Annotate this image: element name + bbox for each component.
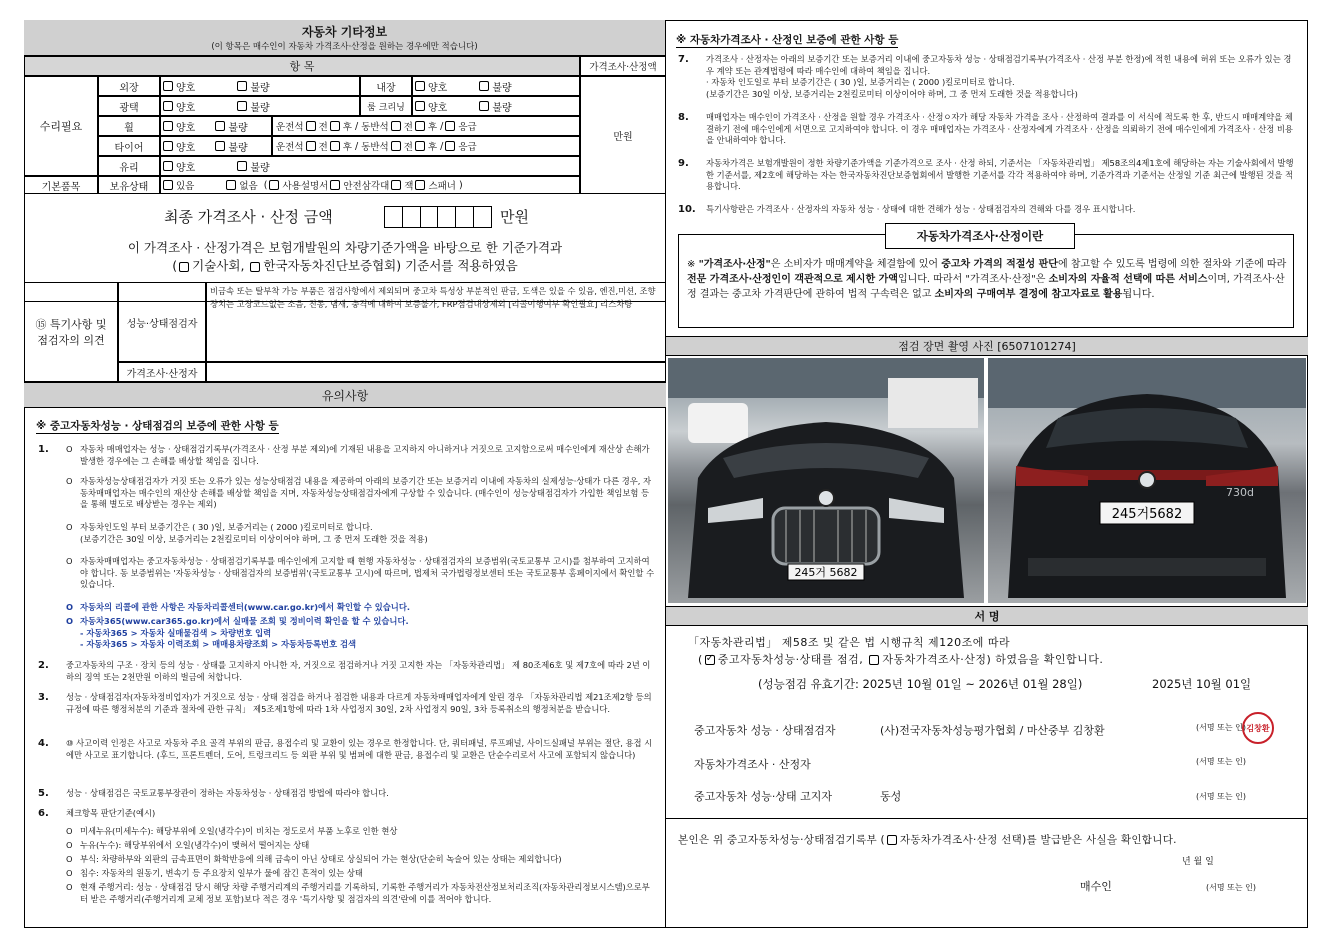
roomclean-bad-checkbox[interactable] [479, 101, 489, 111]
bad-text: 불량 [492, 102, 512, 114]
notice-subtitle: ※ 중고자동차성능 · 상태점검의 보증에 관한 사항 등 [36, 420, 279, 432]
notice-6c: O 부식: 차량하부와 외판의 금속표면이 화학반응에 의해 금속이 아닌 상태로 상실되어 가는 현상(단순히 녹슬어 있는 상태는 제외합니다) [66, 854, 656, 866]
num-6: 6. [38, 808, 49, 819]
exterior-options [160, 76, 360, 96]
final-price-unit: 만원 [500, 208, 529, 226]
num-10: 10. [678, 204, 696, 215]
right-8: 매매업자는 매수인이 가격조사 · 산정을 원할 경우 가격조사 · 산정ㅇ자가 해당 자동차 가격을 조사 · 산정하여 결과를 이 서식에 적도록 한 후, 반드시 매매계약을 체결하기 전에 매수인에게 서면으로 고지하여야 합니다. 이 경우 매매업자는 가격조사 · 산정자에게 가격조사 · 산정을 의뢰하기 전에 매수인에게 가격조사 · 산정 비용을 안내하여야 합니다. [706, 112, 1293, 145]
notice-1g-text: - 자동차365 > 자동차 실매물검색 > 차량번호 입력 [80, 627, 272, 638]
sign-check-line: (✓ 중고자동차성능·상태를 점검, 자동차가격조사·산정) 하였음을 확인합니다. [698, 651, 1103, 667]
exterior-bad-checkbox[interactable] [237, 81, 247, 91]
bad-text: 불량 [492, 82, 512, 94]
wheel-good-checkbox[interactable] [163, 121, 173, 131]
num-1: 1. [38, 444, 49, 455]
price-info-title: 자동차가격조사·산정이란 [885, 223, 1075, 249]
notice-6d-text: 침수: 자동차의 원동기, 변속기 등 주요장치 일부가 물에 잠긴 흔적이 있는 상태 [80, 868, 363, 878]
front-car-image [668, 358, 984, 603]
photo-id: [6507101274] [997, 340, 1076, 353]
bad-text: 불량 [228, 142, 248, 154]
interior-bad-checkbox[interactable] [479, 81, 489, 91]
interior-options [412, 76, 580, 96]
manual-text: 사용설명서 [282, 181, 329, 192]
sign-check1: 중고자동차성능·상태를 점검, [717, 653, 864, 666]
triangle-text: 안전삼각대 [343, 181, 390, 192]
sign-check2: 자동차가격조사·산정) 하였음을 확인합니다. [882, 653, 1104, 666]
good-text: 양호 [176, 82, 196, 94]
basis-line1: 이 가격조사 · 산정가격은 보험개발원의 차량기준가액을 바탕으로 한 기준가격과 [127, 240, 563, 255]
front-text: 전 [318, 142, 328, 153]
tire-driver-rear-checkbox[interactable] [330, 141, 340, 151]
notice-1e-text: 자동차의 리콜에 관한 사항은 자동차리콜센터(www.car.go.kr)에서 확인할 수 있습니다. [80, 602, 410, 612]
right-7-text: 가격조사 · 산정자는 아래의 보증기간 또는 보증거리 이내에 중고자동차 성능 · 상태점검기록부(가격조사 · 산정 부분 한정)에 적힌 내용에 허위 또는 오류가 있는 경우 계약 또는 관계법령에 따라 매수인에 대하여 책임을 집니다. [706, 54, 1292, 76]
right-7 [706, 54, 1298, 100]
receipt-text2: 자동차가격조사·산정 선택)를 발급받은 사실을 확인합니다. [899, 834, 1177, 846]
right-7b-text: · 자동차 인도일로 부터 보증기간은 ( 30 )일, 보증거리는 ( 2000 )킬로미터로 합니다. [706, 77, 1015, 87]
basic-items-label: 기본품목 [24, 176, 98, 194]
left-column [24, 20, 666, 928]
sign-notifier-label: 중고자동차 성능·상태 고지자 [694, 790, 833, 803]
other-info-header [24, 20, 665, 56]
num-3: 3. [38, 692, 49, 703]
basis-assoc: 한국자동차진단보증협회) 기준서를 적용하였음 [263, 258, 518, 273]
notice-1b-text: 자동차성능상태점검자가 거짓 또는 오류가 있는 성능상태점검 내용을 제공하여 아래의 보증기간 또는 보증거리 이내에 자동차의 실제성능·상태가 다른 경우, 자동차매매업자는 매수인의 재산상 손해를 배상할 책임을 지며, 자동차성능상태점검자에게 구상할 수 있습니다. (매수인이 성능상태점검자가 가입한 책임보험 등을 통해 별도로 배상받는 경우는 제외) [80, 476, 652, 509]
bad-text: 불량 [250, 102, 270, 114]
sign-inspector-or: (서명 또는 인) [1196, 723, 1246, 732]
tire-pass-front-checkbox[interactable] [391, 141, 401, 151]
special-notes-text: 비금속 또는 탈부착 가능 부품은 점검사항에서 제외되며 중고차 특성상 부분적인 판금, 도색은 있을 수 있음, 엔진,미션, 조향장치는 고장코드없는 소음, 진동, 냄새, 충격에 대하여 보증불가, FRP점검대상제외 [리콜이행여부 확인필요] 리스차량 [206, 282, 666, 362]
spare-text: 응급 [458, 142, 477, 153]
special-perf-label: 성능·상태점검자 [118, 282, 206, 362]
wheel-options [160, 116, 272, 136]
front-text: 전 [403, 142, 413, 153]
front-photo [668, 358, 984, 603]
notice-3: 성능 · 상태점검자(자동차정비업자)가 거짓으로 성능 · 상태 점검을 하거나 점검한 내용과 다르게 자동차매매업자에게 알린 경우 「자동차관리법 제21조제2항 등의 규정에 따른 행정처분의 기준과 절차에 관한 규칙」 제5조제1항에 따라 1차 사업정지 30일, 2차 사업정지 90일, 3차 등록취소의 행정처분을 받습니다. [66, 692, 652, 714]
tire-pass-rear-checkbox[interactable] [415, 141, 425, 151]
wheel-driver-front-checkbox[interactable] [306, 121, 316, 131]
tire-options [160, 136, 272, 156]
wheel-spare-checkbox[interactable] [445, 121, 455, 131]
num-2: 2. [38, 660, 49, 671]
notice-1a: O 자동차 매매업자는 성능 · 상태점검기록부(가격조사 · 산정 부분 제외)에 기재된 내용을 고지하지 아니하거나 거짓으로 고지함으로써 매수인에게 재산상 손해가 발생한 경우에는 그 손해를 배상할 책임을 집니다. [66, 444, 656, 467]
price-info-box [678, 229, 1294, 328]
repair-label: 수리필요 [24, 76, 98, 176]
photo-header [666, 336, 1308, 356]
price-check-checkbox[interactable] [869, 655, 879, 665]
notice-1e: O 자동차의 리콜에 관한 사항은 자동차리콜센터(www.car.go.kr)에서 확인할 수 있습니다. [66, 602, 656, 614]
num-8: 8. [678, 112, 689, 123]
glass-bad-checkbox[interactable] [237, 161, 247, 171]
driver-text: 운전석 [276, 122, 304, 133]
yes-text: 있음 [176, 181, 195, 192]
notice-1f: O 자동차365(www.car365.go.kr)에서 실매물 조회 및 정비이력 확인을 할 수 있습니다. - 자동차365 > 자동차 실매물검색 > 차량번호 입력 - 자동차365 > 자동차 이력조회 > 매매용차량조회 > 자동차등록번호 검색 [66, 616, 656, 651]
right-9: 자동차가격은 보험개발원이 정한 차량기준가액을 기준가격으로 조사 · 산정 하되, 기준서는 「자동차관리법」 제58조의4제1호에 해당하는 자는 기술사회에서 발행한 기준서를, 제2호에 해당하는 자는 한국자동차진단보증협회에서 발행한 기준서를 각각 적용하여야 하며, 기준가격과 기준서는 산정일 기준 최근에 발행된 것을 적용합니다. [706, 158, 1294, 191]
notice-6e-text: 현재 주행거리: 성능 · 상태점검 당시 해당 차량 주행거리계의 주행거리를 기록하되, 기록한 주행거리가 자동차전산정보처리조직(자동차관리정보시스템)으로부터 받은 주행거리(주행거리계 교체 정보 포함)보다 적은 경우 '특기사항 및 점검자의 의견'란에 이를 적어야 합니다. [80, 882, 650, 904]
notice-6: 체크항목 판단기준(예시) [66, 808, 156, 818]
rear-plate: 245거5682 [1111, 507, 1183, 522]
spanner-text: 스패너 [428, 181, 456, 192]
item-header: 항 목 [24, 56, 580, 76]
wheel-pass-rear-checkbox[interactable] [415, 121, 425, 131]
notice-1c: O 자동차인도일 부터 보증기간은 ( 30 )일, 보증거리는 ( 2000 )킬로미터로 합니다. (보증기간은 30일 이상, 보증거리는 2천킬로미터 이상이어야 하며, 그 중 먼저 도래한 것을 적용) [66, 522, 656, 545]
rear-text: 후 [342, 122, 352, 133]
other-info-subtitle: (이 항목은 매수인이 자동차 가격조사·산정을 원하는 경우에만 적습니다) [211, 42, 478, 52]
buyer-or: (서명 또는 인) [1206, 883, 1256, 892]
holding-label: 보유상태 [98, 176, 160, 194]
sign-law: 「자동차관리법」 제58조 및 같은 법 시행규칙 제120조에 따라 [688, 636, 1011, 649]
num-9: 9. [678, 158, 689, 169]
receipt-text1: 본인은 위 중고자동차성능·상태점검기록부 ( [678, 834, 885, 846]
good-text: 양호 [428, 102, 448, 114]
notice-1f-text: 자동차365(www.car365.go.kr)에서 실매물 조회 및 정비이력 확인을 할 수 있습니다. [80, 616, 409, 626]
price-info-text: ※ "가격조사·산정"은 소비자가 매매계약을 체결함에 있어 중고차 가격의 적절성 판단에 참고할 수 있도록 법령에 의한 절차와 기준에 따라 전문 가격조사·산정인이 객관적으로 제시한 가액입니다. 따라서 "가격조사·산정"은 소비자의 자율적 선택에 따른 서비스이며, 가격조사·산정 결과는 중고차 가격판단에 관하여 법적 구속력은 없고 소비자의 구매여부 결정에 참고자료로 활용됩니다. [687, 259, 1287, 300]
front-text: 전 [403, 122, 413, 133]
right-column [666, 20, 1308, 928]
good-text: 양호 [176, 142, 196, 154]
sign-notifier-name: 동성 [880, 790, 902, 803]
exterior-label: 외장 [98, 76, 160, 96]
perf-check-checkbox[interactable] [705, 655, 715, 665]
bad-text: 불량 [250, 82, 270, 94]
manual-checkbox[interactable] [269, 180, 279, 190]
no-text: 없음 [239, 181, 258, 192]
bad-text: 불량 [250, 162, 270, 174]
price-amount-cell: 만원 [580, 76, 666, 194]
rear-photo [988, 358, 1306, 603]
rear-text: 후 [427, 142, 438, 153]
sign-inspector-name: (사)전국자동차성능평가협회 / 마산중부 김창환 [880, 724, 1105, 737]
good-text: 양호 [428, 82, 448, 94]
num-4: 4. [38, 738, 49, 749]
notice-6a-text: 미세누유(미세누수): 해당부위에 오일(냉각수)이 비치는 정도로서 부품 노후로 인한 현상 [80, 826, 398, 836]
tire-bad-checkbox[interactable] [215, 141, 225, 151]
notice-1d: O 자동차매매업자는 중고자동차성능 · 상태점검기록부를 매수인에게 고지할 때 현행 자동차성능 · 상태점검자의 보증범위(국토교통부 고시)를 첨부하여 고지하여야 합니다. 동 보증범위는 '자동차성능 · 상태점검자의 보증범위'(국토교통부 고시)에 따르며, 법제처 국가법령정보센터 또는 국토교통부 홈페이지에서 확인할 수 있습니다. [66, 556, 655, 589]
wheel-positions: 운전석 전 후 / 동반석 전 후 / 응급 [272, 116, 580, 136]
passenger-text: 동반석 [361, 142, 389, 153]
notice-6d: O 침수: 자동차의 원동기, 변속기 등 주요장치 일부가 물에 잠긴 흔적이 있는 상태 [66, 868, 656, 880]
exterior-good-checkbox[interactable] [163, 81, 173, 91]
stamp-text: 김창환 [1246, 723, 1270, 733]
tire-spare-checkbox[interactable] [445, 141, 455, 151]
buyer-label: 매수인 [1080, 880, 1112, 893]
notice-1c-text2: (보증기간은 30일 이상, 보증거리는 2천킬로미터 이상이어야 하며, 그 중 먼저 도래한 것을 적용) [80, 533, 428, 544]
front-plate: 245거 5682 [794, 566, 858, 579]
final-price-boxes[interactable] [384, 206, 492, 228]
other-info-title: 자동차 기타정보 [301, 25, 388, 39]
receipt-divider [666, 818, 1308, 819]
tire-driver-front-checkbox[interactable] [306, 141, 316, 151]
notice-5: 성능 · 상태점검은 국토교통부장관이 정하는 자동차성능 · 상태점검 방법에 따라야 합니다. [66, 788, 389, 798]
special-price-label: 가격조사·산정자 [118, 362, 206, 382]
notice-1a-text: 자동차 매매업자는 성능 · 상태점검기록부(가격조사 · 산정 부분 제외)에 기재된 내용을 고지하지 아니하거나 거짓으로 고지함으로써 매수인에게 재산상 손해가 발생한 경우에는 그 손해를 배상할 책임을 집니다. [80, 444, 650, 466]
wheel-pass-front-checkbox[interactable] [391, 121, 401, 131]
notice-6a: O 미세누유(미세누수): 해당부위에 오일(냉각수)이 비치는 정도로서 부품 노후로 인한 현상 [66, 826, 656, 838]
wheel-driver-rear-checkbox[interactable] [330, 121, 340, 131]
final-price-label: 최종 가격조사 · 산정 금액 [164, 208, 333, 226]
good-text: 양호 [176, 122, 196, 134]
notice-6b-text: 누유(누수): 해당부위에서 오일(냉각수)이 맺혀서 떨어지는 상태 [80, 840, 310, 850]
interior-good-checkbox[interactable] [415, 81, 425, 91]
wheel-label: 휠 [98, 116, 160, 136]
has-yes-checkbox[interactable] [163, 180, 173, 190]
right-10: 특기사항란은 가격조사 · 산정자의 자동차 성능 · 상태에 대한 견해가 성능 · 상태점검자의 견해와 다를 경우 표시합니다. [706, 204, 1136, 214]
price-guarantee-title: ※ 자동차가격조사 · 산정인 보증에 관한 사항 등 [676, 34, 899, 46]
right-7c-text: (보증기간은 30일 이상, 보증거리는 2천킬로미터 이상이어야 하며, 그 중 먼저 도래한 것을 적용합니다) [706, 88, 1078, 99]
notice-1h-text: - 자동차365 > 자동차 이력조회 > 매매용차량조회 > 자동차등록번호 검색 [80, 639, 357, 649]
glass-label: 유리 [98, 156, 160, 176]
roomclean-options [412, 96, 580, 116]
price-header: 가격조사·산정액 [580, 56, 666, 76]
gloss-bad-checkbox[interactable] [237, 101, 247, 111]
glass-good-checkbox[interactable] [163, 161, 173, 171]
sign-pricer-or: (서명 또는 인) [1196, 757, 1246, 766]
interior-label: 내장 [360, 76, 412, 96]
rear-car-image [988, 358, 1306, 603]
receipt-ymd: 년 월 일 [1182, 857, 1214, 867]
has-no-checkbox[interactable] [226, 180, 236, 190]
basis-tech: 기술사회, [192, 258, 245, 273]
basic-items-options: 있음 없음 ( 사용설명서 안전삼각대 잭 스패너 ) [160, 176, 580, 194]
num-5: 5. [38, 788, 49, 799]
notice-6c-text: 부식: 차량하부와 외판의 금속표면이 화학반응에 의해 금속이 아닌 상태로 상실되어 가는 현상(단순히 녹슬어 있는 상태는 제외합니다) [80, 854, 562, 864]
jack-text: 잭 [404, 181, 414, 192]
passenger-text: 동반석 [361, 122, 389, 133]
special-price-text [206, 362, 666, 382]
spare-text: 응급 [458, 122, 477, 133]
tire-label: 타이어 [98, 136, 160, 156]
gloss-label: 광택 [98, 96, 160, 116]
notice-2: 중고자동차의 구조 · 장치 등의 성능 · 상태를 고지하지 아니한 자, 거짓으로 점검하거나 거짓 고지한 자는 「자동차관리법」 제 80조제6호 및 제7호에 따라 2년 이하의 징역 또는 2천만원 이하의 벌금에 처합니다. [66, 660, 651, 682]
rear-text: 후 [342, 142, 352, 153]
sign-date: 2025년 10월 01일 [1152, 677, 1252, 691]
glass-options [160, 156, 580, 176]
num-7: 7. [678, 54, 689, 65]
good-text: 양호 [176, 102, 196, 114]
basis-line2: ( 기술사회, 한국자동차진단보증협회) 기준서를 적용하였음 [172, 258, 518, 273]
notice-1c-text1: 자동차인도일 부터 보증기간은 ( 30 )일, 보증거리는 ( 2000 )킬로미터로 합니다. [80, 522, 373, 532]
sign-inspector-label: 중고자동차 성능 · 상태점검자 [694, 724, 836, 737]
gloss-options [160, 96, 360, 116]
good-text: 양호 [176, 162, 196, 174]
notice-1d-text: 자동차매매업자는 중고자동차성능 · 상태점검기록부를 매수인에게 고지할 때 현행 자동차성능 · 상태점검자의 보증범위(국토교통부 고시)를 첨부하여 고지하여야 합니다. 동 보증범위는 '자동차성능 · 상태점검자의 보증범위'(국토교통부 고시)에 따르며, 법제처 국가법령정보센터 또는 국토교통부 홈페이지에서 확인할 수 있습니다. [80, 556, 655, 589]
tire-positions: 운전석 전 후 / 동반석 전 후 / 응급 [272, 136, 580, 156]
inspector-stamp [1242, 712, 1274, 744]
jack-checkbox[interactable] [391, 180, 401, 190]
notice-6e: O 현재 주행거리: 성능 · 상태점검 당시 해당 차량 주행거리계의 주행거리를 기록하되, 기록한 주행거리가 자동차전산정보처리조직(자동차관리정보시스템)으로부터 받은 주행거리(주행거리계 교체 정보 포함)보다 적은 경우 '특기사항 및 점검자의 의견'란에 이를 적어야 합니다. [66, 882, 656, 905]
wheel-bad-checkbox[interactable] [215, 121, 225, 131]
notice-header: 유의사항 [24, 382, 666, 408]
notice-4: ⑩ 사고이력 인정은 사고로 자동차 주요 골격 부위의 판금, 용접수리 및 교환이 있는 경우로 한정합니다. 단, 쿼터패널, 루프패널, 사이드실패널 부위는 절단, 용접 시에만 사고로 표기합니다. (후드, 프론트펜더, 도어, 트렁크리드 등 외판 부위 및 범퍼에 대한 판금, 용접수리 및 교환은 단순수리로서 사고에 포함되지 않습니다) [66, 738, 653, 760]
bad-text: 불량 [228, 122, 248, 134]
front-text: 전 [318, 122, 328, 133]
tire-good-checkbox[interactable] [163, 141, 173, 151]
driver-text: 운전석 [276, 142, 304, 153]
notice-1b: O 자동차성능상태점검자가 거짓 또는 오류가 있는 성능상태점검 내용을 제공하여 아래의 보증기간 또는 보증거리 이내에 자동차의 실제성능·상태가 다른 경우, 자동차매매업자는 매수인의 재산상 손해를 배상할 책임을 지며, 자동차성능상태점검자에게 구상할 수 있습니다. (매수인이 성능상태점검자가 가입한 책임보험 등을 통해 별도로 배상받는 경우는 제외) [66, 476, 656, 511]
assoc-checkbox[interactable] [250, 262, 260, 272]
roomclean-good-checkbox[interactable] [415, 101, 425, 111]
sign-pricer-label: 자동차가격조사 · 산정자 [694, 758, 811, 771]
triangle-checkbox[interactable] [330, 180, 340, 190]
receipt-price-checkbox[interactable] [887, 835, 897, 845]
rear-badge: 730d [1226, 486, 1254, 499]
photo-title: 점검 장면 촬영 사진 [898, 340, 994, 353]
gloss-good-checkbox[interactable] [163, 101, 173, 111]
special-notes-label: ⑮ 특기사항 및 점검자의 의견 [24, 282, 118, 382]
spanner-checkbox[interactable] [415, 180, 425, 190]
sign-validity: (성능점검 유효기간: 2025년 10월 01일 ~ 2026년 01월 28일) [758, 677, 1083, 691]
notice-6b: O 누유(누수): 해당부위에서 오일(냉각수)이 맺혀서 떨어지는 상태 [66, 840, 656, 852]
tech-checkbox[interactable] [179, 262, 189, 272]
roomclean-label: 룸 크리닝 [360, 96, 412, 116]
sign-header: 서 명 [666, 606, 1308, 626]
sign-notifier-or: (서명 또는 인) [1196, 792, 1246, 801]
rear-text: 후 [427, 122, 438, 133]
receipt-line [678, 832, 1177, 847]
